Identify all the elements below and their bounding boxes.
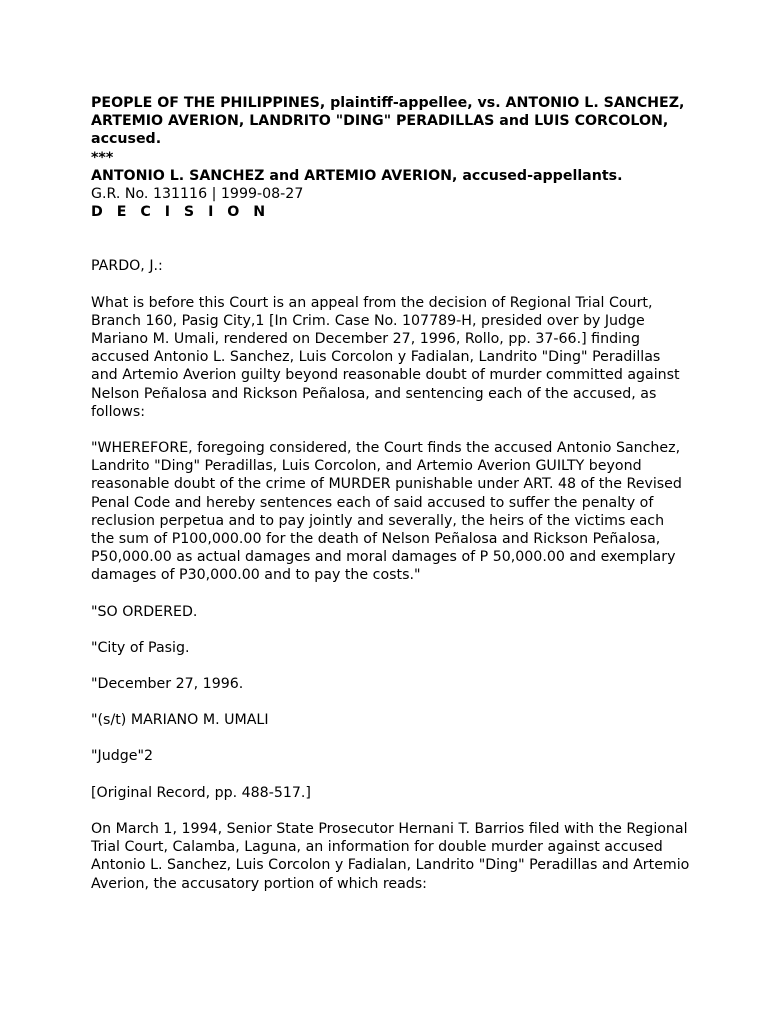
document-page — [91, 94, 691, 893]
paragraph-date: "December 27, 1996. — [91, 676, 244, 693]
case-info: G.R. No. 131116 | 1999-08-27 — [91, 186, 304, 203]
separator: *** — [91, 149, 114, 166]
case-title: PEOPLE OF THE PHILIPPINES, plaintiff-appellee, vs. ANTONIO L. SANCHEZ, ARTEMIO AVERION, LANDRITO "DING" PERADILLAS and LUIS CORCOLON, accused. — [91, 95, 685, 148]
decision-heading: D E C I S I O N — [91, 204, 270, 221]
case-title-block — [91, 94, 691, 221]
paragraph-wherefore: "WHEREFORE, foregoing considered, the Court finds the accused Antonio Sanchez, Landrito "Ding" Peradillas, Luis Corcolon, and Artemio Averion GUILTY beyond reasonable doubt of the crime of MURDER punishable under ART. 48 of the Revised Penal Code and hereby sentences each of said accused to suffer the penalty of reclusion perpetua and to pay jointly and severally, the heirs of the victims each the sum of P100,000.00 for the death of Nelson Peñalosa and Rickson Peñalosa, P50,000.00 as actual damages and moral damages of P 50,000.00 and exemplary damages of P30,000.00 and to pay the costs." — [91, 440, 682, 584]
paragraph-so-ordered: "SO ORDERED. — [91, 603, 198, 620]
author-line: PARDO, J.: — [91, 258, 163, 275]
appellants-line: ANTONIO L. SANCHEZ and ARTEMIO AVERION, accused-appellants. — [91, 167, 623, 184]
paragraph-information-filed: On March 1, 1994, Senior State Prosecutor Hernani T. Barrios filed with the Regional Trial Court, Calamba, Laguna, an information for double murder against accused Antonio L. Sanchez, Luis Corcolon y Fadialan, Landrito "Ding" Peradillas and Artemio Averion, the accusatory portion of which reads: — [91, 820, 690, 892]
paragraph-original-record: [Original Record, pp. 488-517.] — [91, 784, 311, 801]
paragraph-judge: "Judge"2 — [91, 748, 153, 765]
paragraph-appeal: What is before this Court is an appeal from the decision of Regional Trial Court, Branch 160, Pasig City,1 [In Crim. Case No. 107789-H, presided over by Judge Mariano M. Umali, rendered on December 27, 1996, Rollo, pp. 37-66.] finding accused Antonio L. Sanchez, Luis Corcolon y Fadialan, Landrito "Ding" Peradillas and Artemio Averion guilty beyond reasonable doubt of murder committed against Nelson Peñalosa and Rickson Peñalosa, and sentencing each of the accused, as follows: — [91, 294, 680, 420]
paragraph-city: "City of Pasig. — [91, 639, 190, 656]
paragraph-signatory: "(s/t) MARIANO M. UMALI — [91, 712, 269, 729]
